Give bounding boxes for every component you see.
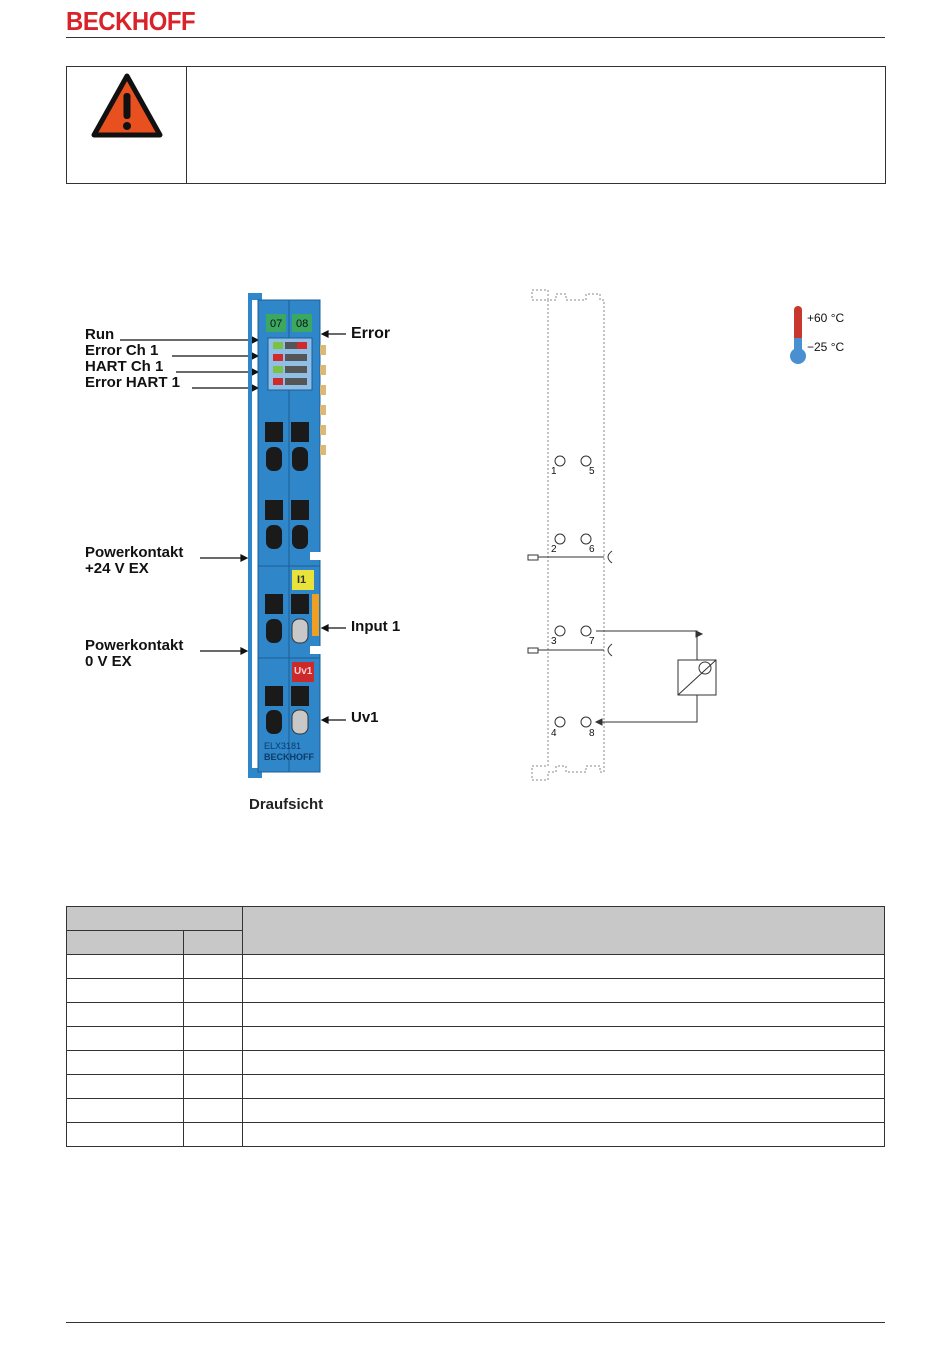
- thermometer-icon: [790, 306, 806, 364]
- table-header-cell: [67, 907, 243, 931]
- figure-caption: Draufsicht: [249, 796, 324, 813]
- table-row: [67, 979, 885, 1003]
- schematic-terminals: [555, 456, 591, 727]
- table-header-cell: [67, 931, 184, 955]
- label-hart-ch1: HART Ch 1: [85, 358, 164, 375]
- table-row: [67, 1027, 885, 1051]
- table-header-cell: [243, 907, 885, 955]
- label-run: Run: [85, 326, 115, 343]
- temp-min-label: −25 °C: [807, 340, 845, 354]
- brand-logo: BECKHOFF: [66, 6, 196, 36]
- terminal-module: [248, 293, 326, 778]
- channel-tag: I1: [297, 574, 307, 586]
- terminal-number: 2: [551, 544, 557, 555]
- wiring-schematic: [532, 290, 604, 780]
- pin-assignment-table: [66, 906, 885, 1147]
- terminal-number: 8: [589, 728, 595, 739]
- label-powerkontakt-0v: Powerkontakt: [85, 637, 184, 654]
- led-tag: 08: [296, 318, 309, 330]
- footer-rule: [66, 1322, 885, 1323]
- label-uv1: Uv1: [351, 709, 379, 726]
- label-error-hart1: Error HART 1: [85, 374, 181, 391]
- module-brand-label: BECKHOFF: [264, 752, 314, 762]
- led-tag: 07: [270, 318, 283, 330]
- terminal-number: 6: [589, 544, 595, 555]
- table-row: [67, 1123, 885, 1147]
- label-input1: Input 1: [351, 618, 401, 635]
- table-row: [67, 1051, 885, 1075]
- table-row: [67, 1099, 885, 1123]
- table-row: [67, 1075, 885, 1099]
- supply-tag: Uv1: [294, 666, 313, 677]
- terminal-number: 3: [551, 636, 557, 647]
- label-powerkontakt-24v: Powerkontakt: [85, 544, 184, 561]
- terminal-number: 5: [589, 466, 595, 477]
- module-type-label: ELX3181: [264, 741, 302, 751]
- label-error-ch1: Error Ch 1: [85, 342, 159, 359]
- temp-max-label: +60 °C: [807, 311, 845, 325]
- terminal-number: 4: [551, 728, 557, 739]
- table-row: [67, 1003, 885, 1027]
- label-0v-ex: 0 V EX: [85, 653, 132, 670]
- table-row: [67, 955, 885, 979]
- table-header-cell: [184, 931, 243, 955]
- terminal-number: 1: [551, 466, 557, 477]
- terminal-number: 7: [589, 636, 595, 647]
- label-24v-ex: +24 V EX: [85, 560, 149, 577]
- label-error: Error: [351, 325, 391, 342]
